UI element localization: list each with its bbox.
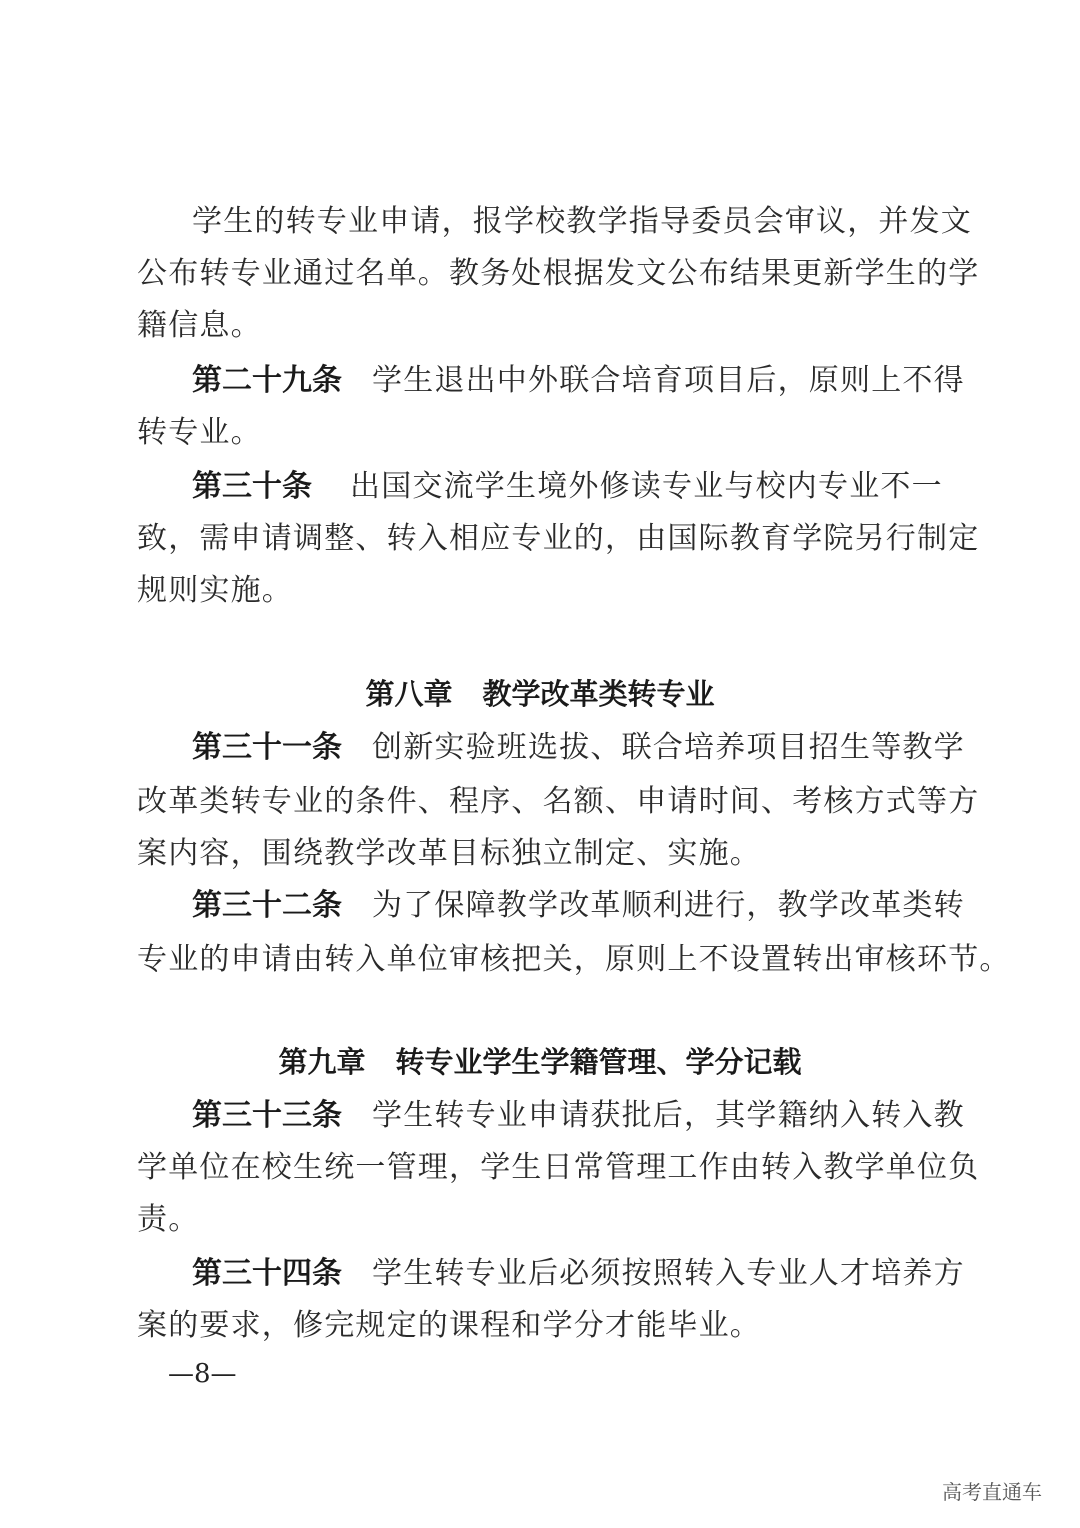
article-label: 第三十条	[192, 469, 312, 504]
article-label: 第三十四条	[192, 1256, 342, 1291]
chapter-title: 转专业学生学籍管理、学分记载	[395, 1045, 802, 1079]
paragraph-line: 规则实施。	[137, 573, 293, 608]
article-label: 第三十二条	[192, 888, 342, 923]
paragraph-line: 专业的申请由转入单位审核把关，原则上不设置转出审核环节。	[137, 942, 1011, 977]
paragraph-line: 转专业。	[137, 415, 262, 450]
article-29	[192, 361, 992, 401]
article-31	[192, 728, 992, 768]
paragraph-line: 公布转专业通过名单。教务处根据发文公布结果更新学生的学	[137, 256, 980, 291]
article-32	[192, 886, 992, 926]
paragraph-line: 致，需申请调整、转入相应专业的，由国际教育学院另行制定	[137, 521, 980, 556]
article-30	[192, 467, 992, 507]
article-label: 第二十九条	[192, 363, 342, 398]
article-text: 创新实验班选拔、联合培养项目招生等教学	[372, 730, 965, 765]
article-34	[192, 1254, 992, 1294]
article-text: 学生转专业申请获批后，其学籍纳入转入教	[372, 1098, 965, 1133]
article-33	[192, 1096, 992, 1136]
paragraph-line: 责。	[137, 1202, 200, 1237]
article-label: 第三十一条	[192, 730, 342, 765]
watermark: 高考直通车	[942, 1480, 1042, 1504]
paragraph-line: 学单位在校生统一管理，学生日常管理工作由转入教学单位负	[137, 1150, 980, 1185]
article-text: 学生退出中外联合培育项目后，原则上不得	[372, 363, 965, 398]
article-text: 学生转专业后必须按照转入专业人才培养方	[372, 1256, 965, 1291]
chapter-heading-9	[0, 1042, 1080, 1082]
paragraph-line: 案内容，围绕教学改革目标独立制定、实施。	[137, 836, 761, 871]
paragraph-line: 案的要求，修完规定的课程和学分才能毕业。	[137, 1308, 761, 1343]
chapter-number: 第九章	[278, 1045, 366, 1079]
page-number: —8—	[168, 1359, 237, 1389]
chapter-heading-8	[0, 674, 1080, 714]
article-text: 为了保障教学改革顺利进行，教学改革类转	[372, 888, 965, 923]
paragraph-line: 学生的转专业申请，报学校教学指导委员会审议，并发文	[192, 204, 972, 239]
chapter-number: 第八章	[365, 677, 453, 711]
paragraph-line: 籍信息。	[137, 308, 262, 343]
article-label: 第三十三条	[192, 1098, 342, 1133]
paragraph-line: 改革类转专业的条件、程序、名额、申请时间、考核方式等方	[137, 784, 980, 819]
article-text: 出国交流学生境外修读专业与校内专业不一	[350, 469, 943, 504]
chapter-title: 教学改革类转专业	[482, 677, 715, 711]
